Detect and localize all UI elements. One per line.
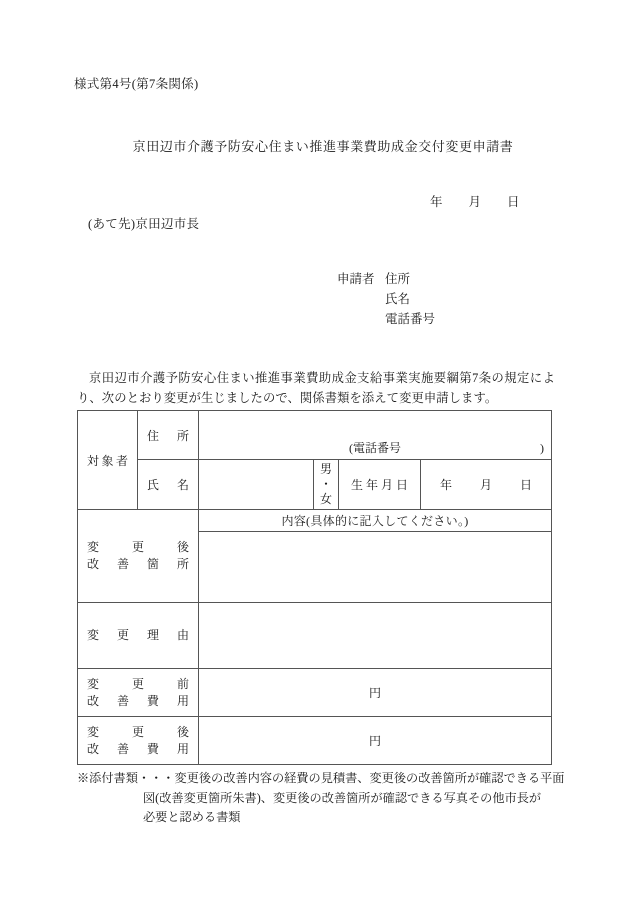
address-label: [138, 427, 198, 444]
phone-suffix-label: ): [540, 441, 544, 455]
content-header-cell: 内容(具体的に記入してください。): [199, 510, 552, 532]
applicant-phone-row: [337, 309, 435, 329]
birth-day-label: 日: [520, 478, 533, 492]
footnote-line-2: 図(改善変更箇所朱書)、変更後の改善箇所が確認できる写真その他市長が: [143, 790, 542, 805]
after-change-l1-char-2: 更: [131, 540, 144, 554]
applicant-name-row: [337, 289, 435, 309]
name-label-cell: [138, 460, 199, 510]
gender-label-cell[interactable]: [314, 460, 339, 510]
address-char-2: 所: [176, 428, 189, 443]
cost-before-unit-label: 円: [368, 686, 381, 700]
address-char-1: 住: [147, 428, 160, 443]
content-input-cell[interactable]: [199, 532, 552, 603]
application-table: [77, 410, 552, 765]
applicant-block: [337, 269, 435, 329]
after-change-l2-char-4: 所: [176, 557, 189, 571]
birthdate-label-cell: [339, 460, 421, 510]
birth-year-label: 年: [439, 478, 452, 492]
footnote: [77, 769, 565, 828]
cost-before-l2-char-1: 改: [87, 693, 100, 708]
reason-label-cell: [78, 603, 199, 669]
cost-before-label-line-1: [78, 676, 198, 693]
cost-before-input-cell[interactable]: [199, 669, 552, 717]
addressee: (あて先)京田辺市長: [88, 217, 200, 231]
after-change-label-cell: [78, 510, 199, 603]
birth-month-label: 月: [479, 478, 492, 492]
gender-char-1: 男: [319, 462, 332, 476]
cost-before-l2-char-3: 費: [146, 693, 159, 708]
cost-before-l1-char-3: 前: [176, 676, 189, 691]
footnote-line-1: ※添付書類・・・変更後の改善内容の経費の見積書、変更後の改善箇所が確認できる平面: [77, 771, 565, 785]
after-change-l1-char-1: 変: [87, 540, 100, 554]
birthdate-input-cell[interactable]: [421, 460, 552, 510]
form-number: 様式第4号(第7条関係): [74, 77, 199, 91]
phone-prefix-label: (電話番号: [349, 441, 401, 455]
cost-before-l2-char-4: 用: [176, 693, 189, 708]
applicant-name-label: 氏名: [385, 292, 411, 306]
after-change-l2-char-1: 改: [87, 557, 100, 571]
table-row-content-header: [78, 510, 552, 532]
birthdate-placeholders: [421, 476, 551, 493]
applicant-heading: 申請者: [337, 272, 375, 286]
cost-after-l2-char-2: 善: [116, 741, 129, 756]
cost-after-l2-char-4: 用: [176, 741, 189, 756]
after-change-label-line-2: [78, 556, 198, 573]
subject-char-3: 者: [115, 453, 128, 468]
body-paragraph: 京田辺市介護予防安心住まい推進事業費助成金支給事業実施要綱第7条の規定により、次のとおり変更が生じましたので、関係書類を添えて変更申請します。: [77, 371, 555, 405]
cost-after-l1-char-3: 後: [176, 724, 189, 739]
cost-after-l1-char-2: 更: [131, 724, 144, 739]
page-title: 京田辺市介護予防安心住まい推進事業費助成金交付変更申請書: [132, 139, 514, 154]
date-year-label: 年: [430, 195, 443, 209]
after-change-l2-char-2: 善: [116, 557, 129, 571]
address-input-cell[interactable]: [199, 411, 552, 460]
reason-char-4: 由: [176, 628, 189, 642]
table-row-name: [78, 460, 552, 510]
cost-after-input-cell[interactable]: [199, 717, 552, 765]
applicant-address-label: 住所: [385, 272, 411, 286]
phone-hint: [199, 439, 551, 456]
subject-label: [78, 452, 137, 469]
address-label-cell: [138, 411, 199, 460]
after-change-label-line-1: [78, 539, 198, 556]
after-change-l2-char-3: 箇: [146, 557, 159, 571]
phone-hint-wrap: [199, 411, 551, 459]
reason-char-3: 理: [146, 628, 159, 642]
footnote-line-3: 必要と認める書類: [143, 810, 241, 824]
reason-input-cell[interactable]: [199, 603, 552, 669]
reason-label: [78, 627, 198, 644]
subject-char-2: 象: [101, 453, 114, 468]
cost-after-l1-char-1: 変: [87, 724, 100, 739]
cost-after-l2-char-3: 費: [146, 741, 159, 756]
after-change-l1-char-3: 後: [176, 540, 189, 554]
subject-label-cell: [78, 411, 138, 510]
reason-char-1: 変: [87, 628, 100, 642]
applicant-address-row: [337, 269, 435, 289]
name-char-2: 名: [176, 478, 189, 492]
table-row-cost-after: [78, 717, 552, 765]
name-input-cell[interactable]: [199, 460, 314, 510]
cost-after-label-line-1: [78, 724, 198, 741]
gender-char-2: ・: [319, 477, 332, 491]
date-line: [430, 196, 520, 209]
cost-after-unit-label: 円: [368, 734, 381, 748]
name-label: [138, 476, 198, 493]
table-row-address: [78, 411, 552, 460]
subject-char-1: 対: [87, 453, 100, 468]
name-char-1: 氏: [147, 478, 160, 492]
date-day-label: 日: [507, 195, 520, 209]
reason-char-2: 更: [116, 628, 129, 642]
table-row-reason: [78, 603, 552, 669]
cost-before-l2-char-2: 善: [116, 693, 129, 708]
cost-after-label-line-2: [78, 741, 198, 758]
birthdate-label: 生 年 月 日: [350, 478, 408, 492]
cost-before-label-cell: [78, 669, 199, 717]
cost-after-l2-char-1: 改: [87, 741, 100, 756]
cost-after-label-cell: [78, 717, 199, 765]
cost-before-label-line-2: [78, 693, 198, 710]
table-row-cost-before: [78, 669, 552, 717]
applicant-phone-label: 電話番号: [385, 312, 436, 326]
cost-before-l1-char-2: 更: [131, 676, 144, 691]
cost-before-l1-char-1: 変: [87, 676, 100, 691]
date-month-label: 月: [468, 195, 482, 209]
gender-char-3: 女: [319, 492, 332, 506]
